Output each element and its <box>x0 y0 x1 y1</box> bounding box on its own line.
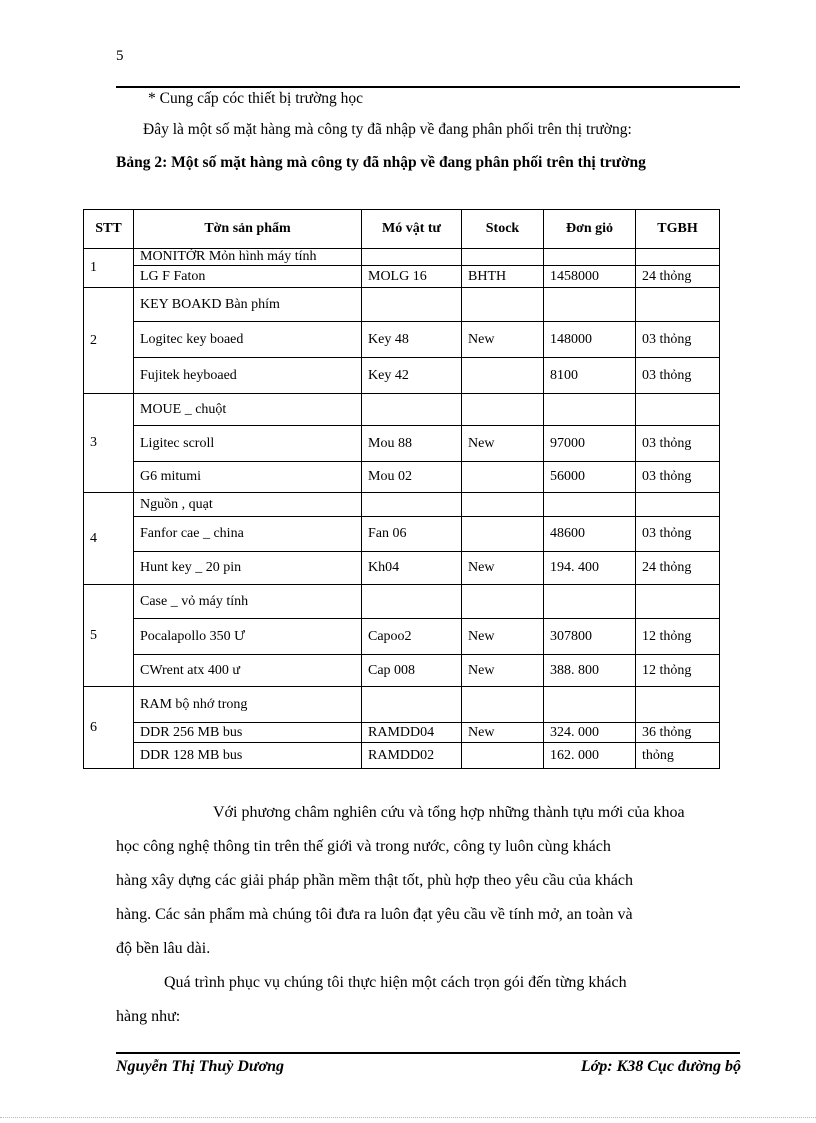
warranty-cell <box>636 687 720 723</box>
warranty-cell: thỏng <box>636 743 720 769</box>
header-material-code: Mó vật tư <box>362 210 462 249</box>
material-code-cell: Mou 88 <box>362 426 462 462</box>
warranty-cell <box>636 394 720 426</box>
warranty-cell: 03 thỏng <box>636 322 720 358</box>
product-name-cell: DDR 128 MB bus <box>134 743 362 769</box>
material-code-cell: Mou 02 <box>362 462 462 493</box>
bottom-dotted-line <box>0 1117 816 1118</box>
warranty-cell <box>636 493 720 517</box>
product-name-cell: Logitec key boaed <box>134 322 362 358</box>
warranty-cell <box>636 288 720 322</box>
stock-cell <box>462 493 544 517</box>
stock-cell: New <box>462 322 544 358</box>
unit-price-cell: 1458000 <box>544 266 636 288</box>
warranty-cell: 36 thỏng <box>636 723 720 743</box>
header-warranty: TGBH <box>636 210 720 249</box>
product-name-cell: KEY BOAKD Bàn phím <box>134 288 362 322</box>
unit-price-cell: 8100 <box>544 358 636 394</box>
stock-cell <box>462 585 544 619</box>
paragraph-1 <box>116 796 738 966</box>
stock-cell <box>462 687 544 723</box>
material-code-cell: Cap 008 <box>362 655 462 687</box>
table-row <box>84 619 720 655</box>
product-name-cell: Ligitec scroll <box>134 426 362 462</box>
material-code-cell <box>362 249 462 266</box>
unit-price-cell: 148000 <box>544 322 636 358</box>
material-code-cell: Fan 06 <box>362 517 462 552</box>
unit-price-cell: 56000 <box>544 462 636 493</box>
p1-line2: học công nghệ thông tin trên thế giới và trong nước, công ty luôn cùng khách <box>116 838 611 855</box>
p2-line2: hàng như: <box>116 1008 181 1025</box>
unit-price-cell: 97000 <box>544 426 636 462</box>
material-code-cell: Kh04 <box>362 552 462 585</box>
product-name-cell: LG F Faton <box>134 266 362 288</box>
unit-price-cell <box>544 493 636 517</box>
stock-cell <box>462 288 544 322</box>
product-name-cell: DDR 256 MB bus <box>134 723 362 743</box>
table-row <box>84 266 720 288</box>
p1-line3: hàng xây dựng các giải pháp phần mềm thật tốt, phù hợp theo yêu cầu của khách <box>116 872 633 889</box>
product-name-cell: Fanfor cae _ china <box>134 517 362 552</box>
table-row <box>84 322 720 358</box>
p1-line1: Với phương châm nghiên cứu và tổng hợp những thành tựu mới của khoa <box>213 804 685 821</box>
material-code-cell: RAMDD04 <box>362 723 462 743</box>
warranty-cell: 24 thỏng <box>636 266 720 288</box>
material-code-cell <box>362 687 462 723</box>
table-row <box>84 288 720 322</box>
product-table <box>83 209 720 769</box>
stt-cell: 6 <box>84 687 134 769</box>
stock-cell: New <box>462 619 544 655</box>
product-name-cell: G6 mitumi <box>134 462 362 493</box>
warranty-cell: 12 thỏng <box>636 619 720 655</box>
p1-line4: hàng. Các sản phẩm mà chúng tôi đưa ra luôn đạt yêu cầu về tính mở, an toàn và <box>116 906 633 923</box>
warranty-cell: 03 thỏng <box>636 517 720 552</box>
product-name-cell: MOUE _ chuột <box>134 394 362 426</box>
stock-cell: New <box>462 426 544 462</box>
table-row <box>84 493 720 517</box>
table-row <box>84 462 720 493</box>
unit-price-cell <box>544 288 636 322</box>
material-code-cell <box>362 394 462 426</box>
unit-price-cell: 324. 000 <box>544 723 636 743</box>
table-caption: Bảng 2: Một số mặt hàng mà công ty đã nhập về đang phân phối trên thị trường <box>116 154 646 171</box>
unit-price-cell: 48600 <box>544 517 636 552</box>
table-row <box>84 552 720 585</box>
product-name-cell: CWrent atx 400 ư <box>134 655 362 687</box>
unit-price-cell: 162. 000 <box>544 743 636 769</box>
p1-line5: độ bền lâu dài. <box>116 940 211 957</box>
stt-cell: 3 <box>84 394 134 493</box>
unit-price-cell <box>544 687 636 723</box>
product-name-cell: Fujitek heyboaed <box>134 358 362 394</box>
table-row <box>84 249 720 266</box>
stt-cell: 1 <box>84 249 134 288</box>
product-name-cell: Case _ vỏ máy tính <box>134 585 362 619</box>
table-row <box>84 426 720 462</box>
product-name-cell: Hunt key _ 20 pin <box>134 552 362 585</box>
stock-cell <box>462 249 544 266</box>
footer-author: Nguyễn Thị Thuỳ Dương <box>116 1058 284 1075</box>
bullet-line: * Cung cấp cóc thiết bị trường học <box>148 90 364 107</box>
unit-price-cell <box>544 585 636 619</box>
stock-cell <box>462 743 544 769</box>
table-row <box>84 743 720 769</box>
material-code-cell: Key 48 <box>362 322 462 358</box>
stock-cell <box>462 358 544 394</box>
stt-cell: 4 <box>84 493 134 585</box>
unit-price-cell: 307800 <box>544 619 636 655</box>
page-number: 5 <box>116 48 124 64</box>
product-name-cell: Pocalapollo 350 Ư <box>134 619 362 655</box>
stock-cell: BHTH <box>462 266 544 288</box>
product-name-cell: MONITỞR Mỏn hình máy tính <box>134 249 362 266</box>
warranty-cell: 03 thỏng <box>636 358 720 394</box>
warranty-cell: 03 thỏng <box>636 462 720 493</box>
unit-price-cell <box>544 249 636 266</box>
warranty-cell: 12 thỏng <box>636 655 720 687</box>
table-row <box>84 687 720 723</box>
header-product-name: Tờn sản phẩm <box>134 210 362 249</box>
material-code-cell: RAMDD02 <box>362 743 462 769</box>
footer-class: Lớp: K38 Cục đường bộ <box>580 1058 741 1075</box>
stt-cell: 5 <box>84 585 134 687</box>
stock-cell: New <box>462 552 544 585</box>
paragraph-2 <box>116 966 738 1034</box>
stock-cell: New <box>462 655 544 687</box>
p2-line1: Quá trình phục vụ chúng tôi thực hiện một cách trọn gói đến từng khách <box>164 974 627 991</box>
header-unit-price: Đơn giỏ <box>544 210 636 249</box>
material-code-cell <box>362 493 462 517</box>
stock-cell <box>462 394 544 426</box>
material-code-cell: Key 42 <box>362 358 462 394</box>
intro-sentence: Đây là một số mặt hàng mà công ty đã nhập về đang phân phối trên thị trường: <box>143 121 632 138</box>
unit-price-cell: 388. 800 <box>544 655 636 687</box>
stock-cell <box>462 462 544 493</box>
material-code-cell: Capoo2 <box>362 619 462 655</box>
warranty-cell <box>636 249 720 266</box>
table-row <box>84 394 720 426</box>
warranty-cell <box>636 585 720 619</box>
table-row <box>84 655 720 687</box>
header-rule <box>116 86 740 88</box>
product-name-cell: Nguồn , quạt <box>134 493 362 517</box>
header-stock: Stock <box>462 210 544 249</box>
header-stt: STT <box>84 210 134 249</box>
material-code-cell <box>362 288 462 322</box>
stt-cell: 2 <box>84 288 134 394</box>
stock-cell <box>462 517 544 552</box>
stock-cell: New <box>462 723 544 743</box>
table-row <box>84 358 720 394</box>
table-row <box>84 585 720 619</box>
footer-rule <box>116 1052 740 1054</box>
warranty-cell: 03 thỏng <box>636 426 720 462</box>
unit-price-cell <box>544 394 636 426</box>
product-name-cell: RAM bộ nhớ trong <box>134 687 362 723</box>
material-code-cell: MOLG 16 <box>362 266 462 288</box>
table-row <box>84 517 720 552</box>
table-header-row <box>84 210 720 249</box>
table-row <box>84 723 720 743</box>
unit-price-cell: 194. 400 <box>544 552 636 585</box>
material-code-cell <box>362 585 462 619</box>
warranty-cell: 24 thỏng <box>636 552 720 585</box>
